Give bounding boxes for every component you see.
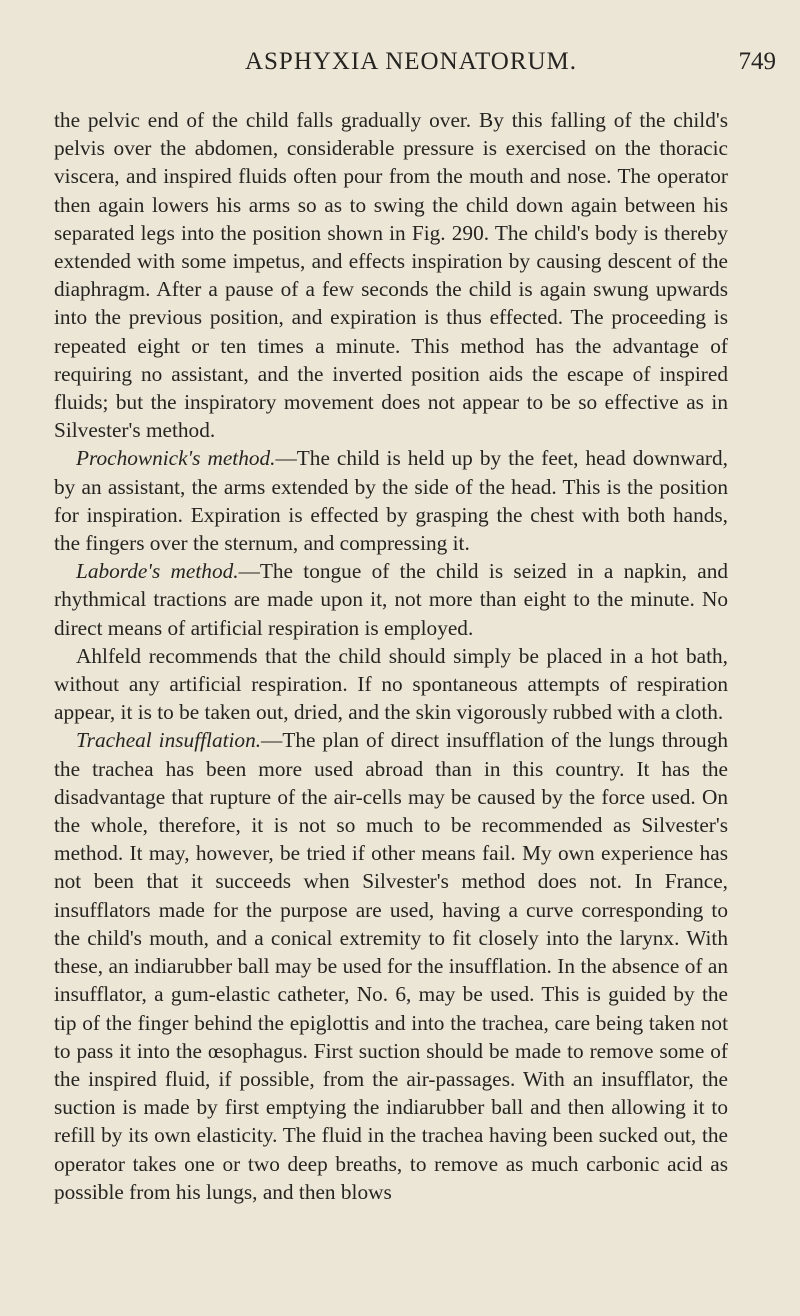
paragraph-text: —The tongue of the child is seized in a napkin, and rhythmical tractions are made upon it, not more than eight to the minute. No direct means of artificial respiration is employed. bbox=[54, 559, 728, 640]
paragraph-laborde-method bbox=[54, 557, 728, 642]
paragraph-text: the pelvic end of the child falls gradually over. By this falling of the child's pelvis over the abdomen, considerable pressure is exercised on the thoracic viscera, and inspired fluids often pour from the mouth and nose. The operator then again lowers his arms so as to swing the child down again between his separated legs into the position shown in Fig. 290. The child's body is thereby extended with some impetus, and effects inspiration by causing descent of the diaphragm. After a pause of a few seconds the child is again swung upwards into the previous position, and expiration is thus effected. The proceeding is repeated eight or ten times a minute. This method has the advantage of requiring no assistant, and the inverted position aids the escape of inspired fluids; but the inspiratory movement does not appear to be so effective as in Silvester's method. bbox=[54, 108, 728, 443]
page-number: 749 bbox=[738, 48, 776, 75]
page-header bbox=[54, 48, 776, 88]
body-text bbox=[54, 106, 728, 1206]
running-title: ASPHYXIA NEONATORUM. bbox=[244, 48, 578, 75]
paragraph-text: Ahlfeld recommends that the child should simply be placed in a hot bath, without any artificial respiration. If no spontaneous attempts of respiration appear, it is to be taken out, dried, and the skin vigorously rubbed with a cloth. bbox=[54, 643, 728, 725]
paragraph-swinging-method-continued bbox=[54, 106, 728, 444]
paragraph-text: —The child is held up by the feet, head downward, by an assistant, the arms extended by the side of the head. This is the position for inspiration. Expiration is effected by grasping the chest with both hands, the fingers over the sternum, and compressing it. bbox=[54, 446, 728, 556]
paragraph-prochownick-method bbox=[54, 444, 728, 557]
section-lead-tracheal-insufflation: Tracheal insufflation. bbox=[76, 728, 262, 753]
paragraph-text: —The plan of direct insufflation of the lungs through the trachea has been more used abroad than in this country. It has the disadvantage that rupture of the air-cells may be caused by the force used. On the whole, therefore, it is not so much to be recommended as Silvester's method. It may, however, be tried if other means fail. My own experience has not been that it succeeds when Silvester's method does not. In France, insufflators made for the purpose are used, having a curve corresponding to the child's mouth, and a conical extremity to fit closely into the larynx. With these, an indiarubber ball may be used for the insufflation. In the absence of an insufflator, a gum-elastic catheter, No. 6, may be used. This is guided by the tip of the finger behind the epiglottis and into the trachea, care being taken not to pass it into the œsophagus. First suction should be made to remove some of the inspired fluid, if possible, from the air-passages. With an insufflator, the suction is made by first emptying the indiarubber ball and then allowing it to refill by its own elasticity. The fluid in the trachea having been sucked out, the operator takes one or two deep breaths, to remove as much carbonic acid as possible from his lungs, and then blows bbox=[54, 728, 728, 1204]
section-lead-laborde: Laborde's method. bbox=[76, 559, 239, 584]
section-lead-prochownick: Prochownick's method. bbox=[76, 446, 276, 471]
paragraph-ahlfeld bbox=[54, 642, 728, 727]
paragraph-tracheal-insufflation bbox=[54, 726, 728, 1205]
